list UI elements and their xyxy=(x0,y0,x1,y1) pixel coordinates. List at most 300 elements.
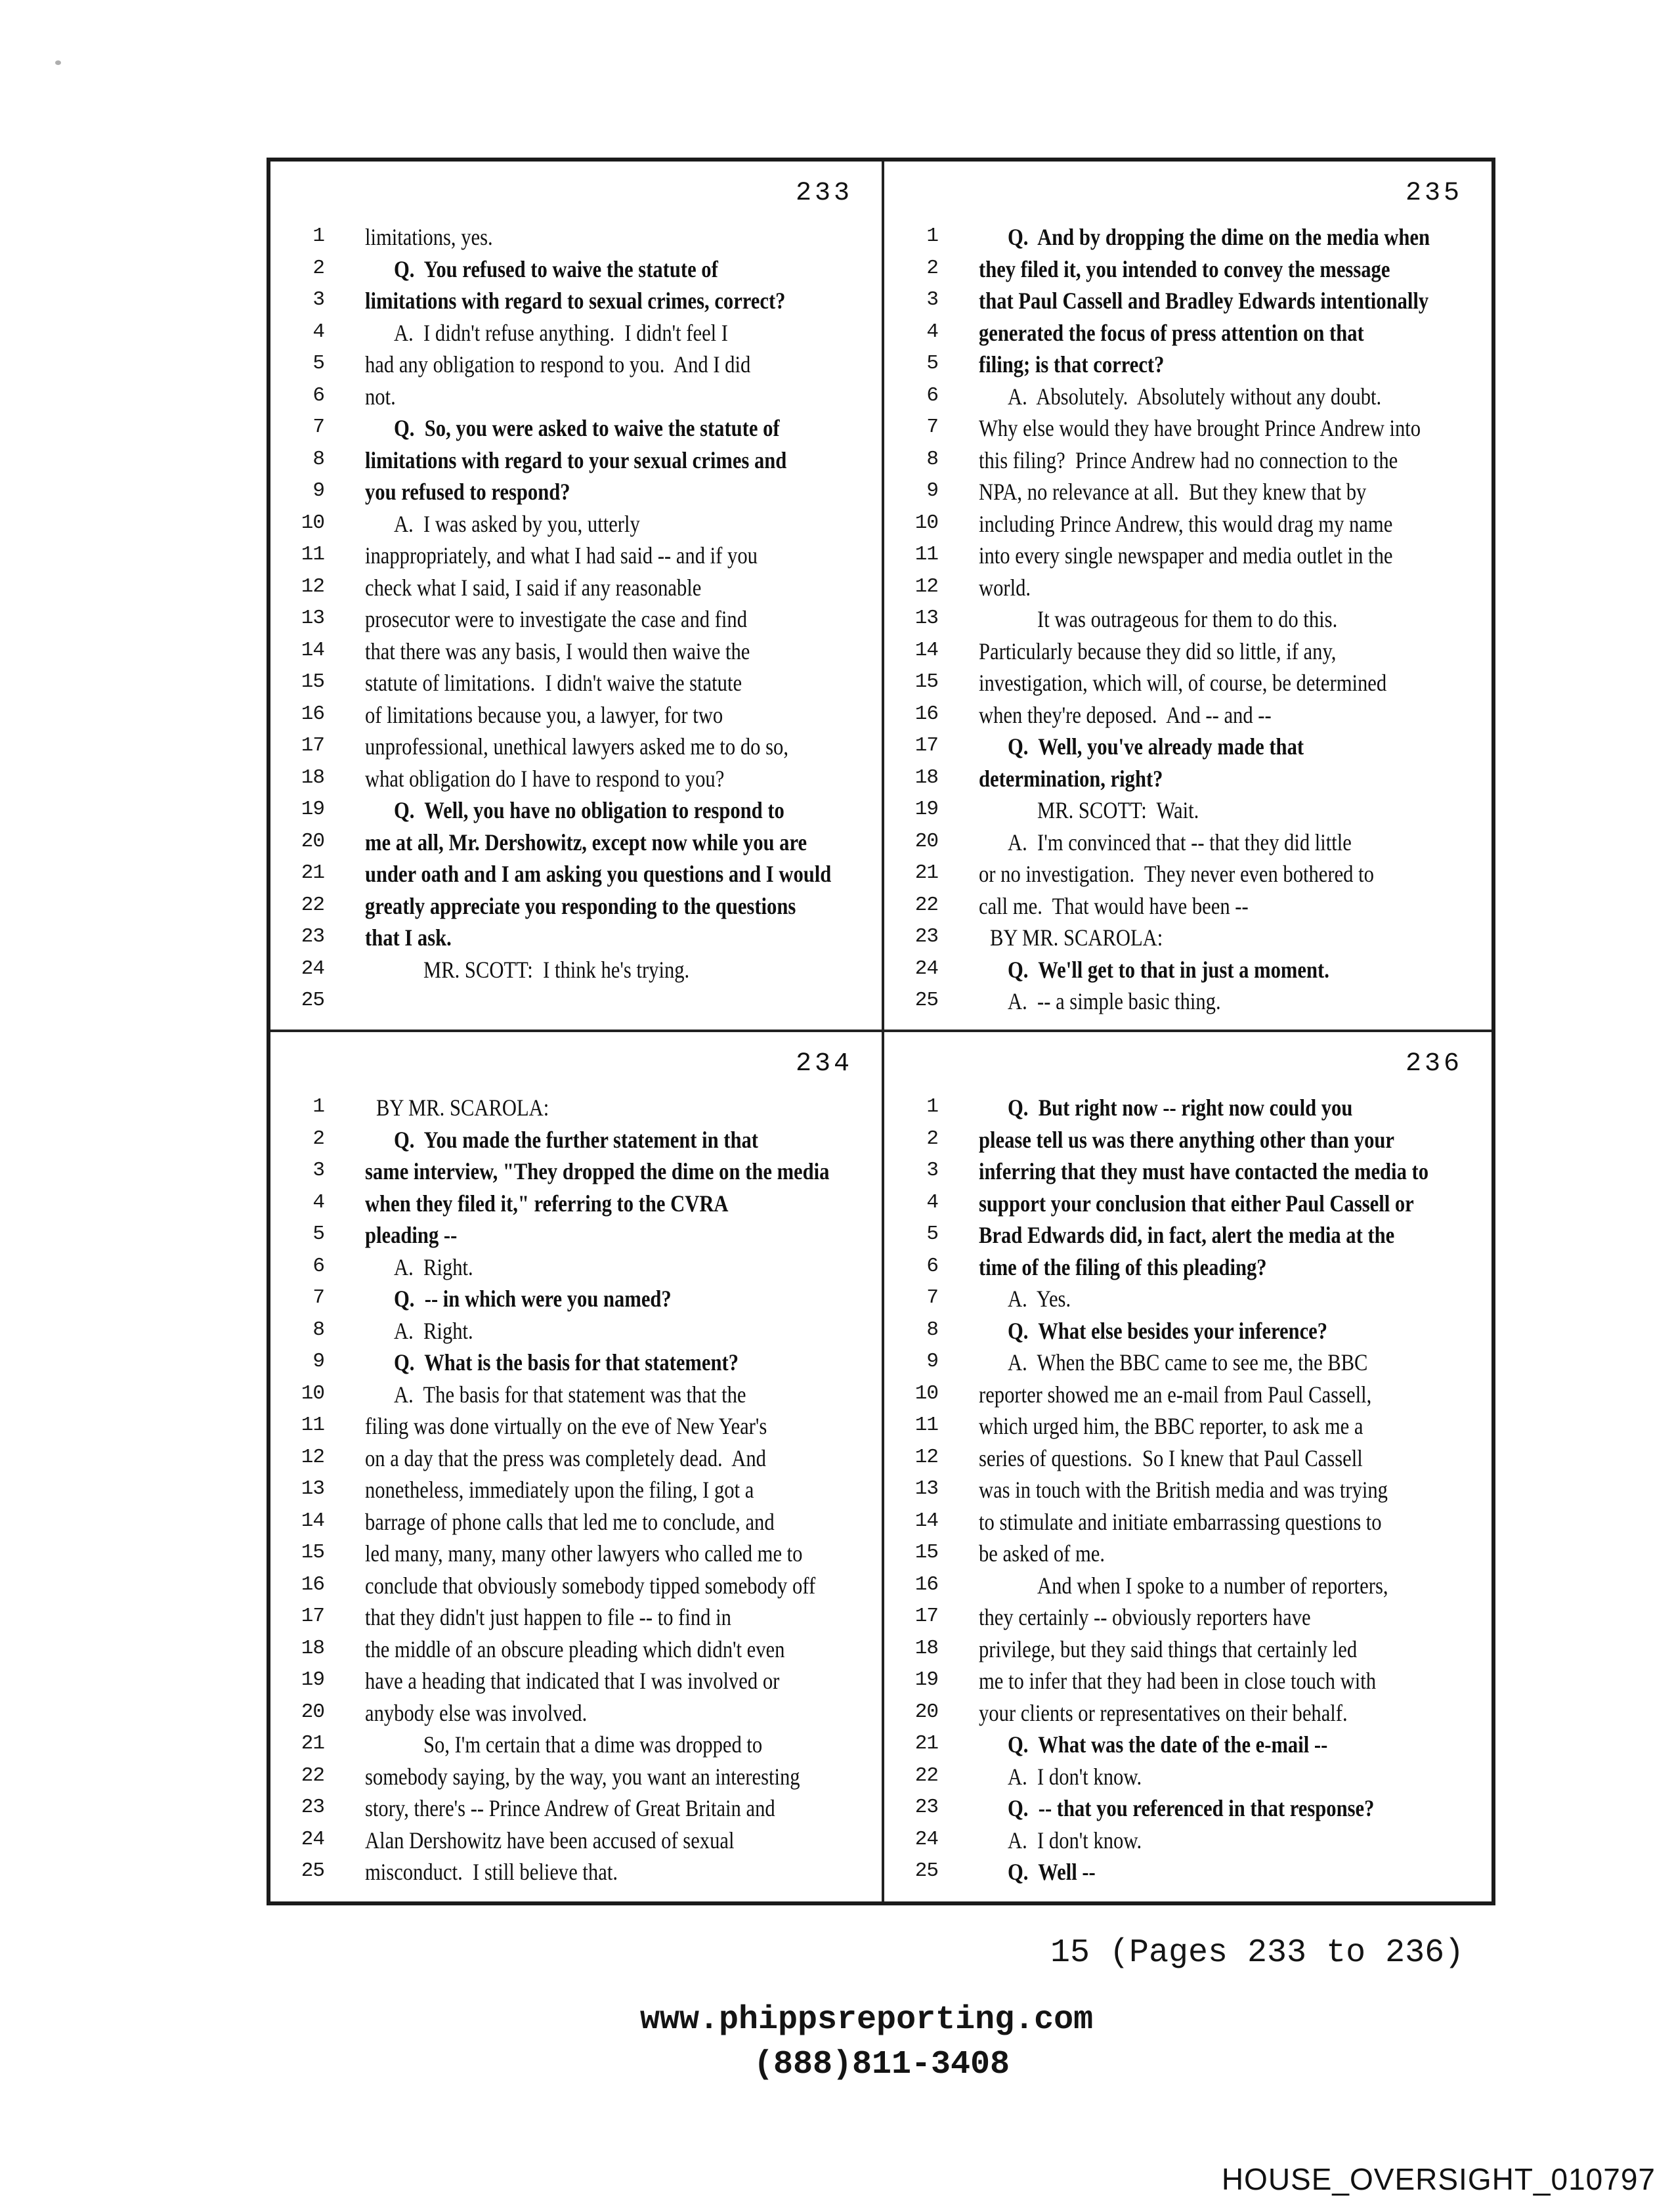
transcript-line xyxy=(270,573,882,605)
line-text: A. I don't know. xyxy=(1008,1827,1142,1854)
footer-phone: (888)811-3408 xyxy=(754,2046,1010,2083)
transcript-line xyxy=(270,700,882,732)
line-text: Q. So, you were asked to waive the statute of xyxy=(394,415,780,441)
line-text: somebody saying, by the way, you want an interesting xyxy=(365,1763,800,1790)
line-text: conclude that obviously somebody tipped somebody off xyxy=(365,1572,816,1599)
line-text: And when I spoke to a number of reporters, xyxy=(1037,1572,1388,1599)
transcript-line xyxy=(884,1316,1492,1348)
line-text: statute of limitations. I didn't waive the statute xyxy=(365,670,742,696)
line-number: 1 xyxy=(926,1095,938,1118)
transcript-line xyxy=(270,318,882,350)
line-number: 4 xyxy=(926,1190,938,1214)
transcript-line xyxy=(270,1538,882,1571)
line-text: NPA, no relevance at all. But they knew that by xyxy=(979,479,1367,505)
line-text: me to infer that they had been in close touch with xyxy=(979,1668,1377,1694)
transcript-line xyxy=(270,286,882,318)
line-number: 5 xyxy=(312,1223,324,1246)
line-number: 25 xyxy=(301,1859,324,1882)
transcript-line xyxy=(884,1220,1492,1252)
transcript-line xyxy=(884,1729,1492,1762)
line-number: 14 xyxy=(914,1509,938,1532)
line-number: 6 xyxy=(312,383,324,407)
line-text: led many, many, many other lawyers who called me to xyxy=(365,1540,803,1567)
line-number: 5 xyxy=(312,352,324,375)
line-number: 13 xyxy=(914,1477,938,1500)
line-number: 14 xyxy=(914,638,938,662)
transcript-line xyxy=(884,254,1492,286)
line-number: 19 xyxy=(301,798,324,821)
transcript-line xyxy=(270,1571,882,1603)
transcript-line xyxy=(884,1538,1492,1571)
line-number: 8 xyxy=(312,1318,324,1341)
line-number: 20 xyxy=(914,1700,938,1724)
line-number: 16 xyxy=(301,1572,324,1596)
line-number: 13 xyxy=(914,607,938,630)
transcript-line xyxy=(270,636,882,668)
line-number: 11 xyxy=(914,543,938,566)
line-text: same interview, "They dropped the dime on the media xyxy=(365,1158,830,1184)
line-text: Q. You made the further statement in that xyxy=(394,1126,759,1153)
line-text: A. Yes. xyxy=(1008,1286,1071,1312)
line-text: be asked of me. xyxy=(979,1540,1105,1567)
line-number: 5 xyxy=(926,1223,938,1246)
line-number: 23 xyxy=(301,1796,324,1819)
line-number: 15 xyxy=(301,670,324,693)
transcript-line xyxy=(884,1188,1492,1221)
transcript-line xyxy=(270,955,882,987)
transcript-line xyxy=(884,1347,1492,1379)
transcript-line xyxy=(884,349,1492,381)
line-text: BY MR. SCAROLA: xyxy=(376,1095,549,1121)
line-text: limitations with regard to your sexual crimes and xyxy=(365,446,787,473)
transcript-line xyxy=(884,1475,1492,1507)
line-text: call me. That would have been -- xyxy=(979,892,1249,919)
line-number: 22 xyxy=(301,893,324,917)
line-text: into every single newspaper and media outlet in the xyxy=(979,542,1393,569)
line-number: 6 xyxy=(926,383,938,407)
line-number: 7 xyxy=(926,416,938,439)
line-text: generated the focus of press attention on that xyxy=(979,319,1364,346)
line-text: A. When the BBC came to see me, the BBC xyxy=(1008,1349,1368,1376)
line-number: 11 xyxy=(301,1414,324,1437)
line-number: 21 xyxy=(301,861,324,884)
line-number: 15 xyxy=(914,1541,938,1564)
line-number: 9 xyxy=(312,479,324,502)
line-text: you refused to respond? xyxy=(365,479,570,505)
transcript-line xyxy=(270,1156,882,1188)
transcript-line xyxy=(884,540,1492,573)
transcript-line xyxy=(270,1284,882,1316)
line-number: 21 xyxy=(301,1732,324,1755)
transcript-line xyxy=(270,445,882,477)
line-text: when they're deposed. And -- and -- xyxy=(979,701,1272,728)
line-number: 10 xyxy=(914,511,938,534)
line-number: 2 xyxy=(926,1127,938,1150)
line-text: investigation, which will, of course, be determined xyxy=(979,670,1387,696)
line-number: 20 xyxy=(914,829,938,853)
line-number: 15 xyxy=(301,1541,324,1564)
transcript-line xyxy=(270,1379,882,1412)
line-text: MR. SCOTT: I think he's trying. xyxy=(423,956,690,983)
line-text: So, I'm certain that a dime was dropped to xyxy=(423,1731,763,1758)
line-number: 10 xyxy=(301,511,324,534)
line-number: 19 xyxy=(914,1668,938,1691)
line-text: A. Right. xyxy=(394,1253,473,1280)
transcript-line xyxy=(884,1698,1492,1730)
line-text: Q. What was the date of the e-mail -- xyxy=(1008,1731,1328,1758)
line-number: 5 xyxy=(926,352,938,375)
line-text: limitations with regard to sexual crimes, correct? xyxy=(365,288,786,314)
transcript-line xyxy=(884,1507,1492,1539)
line-number: 25 xyxy=(914,1859,938,1882)
line-number: 2 xyxy=(312,256,324,280)
page-number: 235 xyxy=(1405,179,1463,208)
line-text: A. I don't know. xyxy=(1008,1763,1142,1790)
line-text: your clients or representatives on their behalf. xyxy=(979,1699,1348,1726)
line-text: A. The basis for that statement was that the xyxy=(394,1381,746,1408)
line-number: 4 xyxy=(312,320,324,343)
line-text: greatly appreciate you responding to the questions xyxy=(365,892,796,919)
transcript-line xyxy=(270,1857,882,1889)
transcript-line xyxy=(270,986,882,1018)
transcript-lines xyxy=(270,1032,882,1901)
line-number: 18 xyxy=(914,1636,938,1660)
transcript-line xyxy=(884,1125,1492,1157)
transcript-line xyxy=(884,1857,1492,1889)
transcript-line xyxy=(270,1252,882,1284)
line-number: 10 xyxy=(914,1381,938,1405)
line-text: which urged him, the BBC reporter, to ask me a xyxy=(979,1413,1363,1439)
transcript-page-235 xyxy=(884,162,1492,1030)
transcript-line xyxy=(270,222,882,254)
line-text: reporter showed me an e-mail from Paul Cassell, xyxy=(979,1381,1372,1408)
line-text: unprofessional, unethical lawyers asked me to do so, xyxy=(365,733,788,760)
line-number: 12 xyxy=(301,575,324,598)
transcript-line xyxy=(884,318,1492,350)
line-number: 17 xyxy=(914,734,938,757)
line-number: 16 xyxy=(914,702,938,726)
line-text: Q. But right now -- right now could you xyxy=(1008,1095,1353,1121)
page-number: 233 xyxy=(795,179,853,208)
footer-page-range: 15 (Pages 233 to 236) xyxy=(1050,1934,1465,1972)
line-number: 12 xyxy=(914,575,938,598)
transcript-line xyxy=(270,827,882,859)
transcript-line xyxy=(884,222,1492,254)
transcript-line xyxy=(270,764,882,796)
bates-number: HOUSE_OVERSIGHT_010797 xyxy=(1221,2162,1656,2196)
line-text: of limitations because you, a lawyer, for two xyxy=(365,701,723,728)
transcript-line xyxy=(884,1666,1492,1698)
transcript-line xyxy=(884,795,1492,827)
transcript-page-236 xyxy=(884,1032,1492,1901)
line-text: Q. What is the basis for that statement? xyxy=(394,1349,739,1376)
page-number: 236 xyxy=(1405,1049,1463,1079)
line-number: 7 xyxy=(312,416,324,439)
line-text: Q. Well, you have no obligation to respond to xyxy=(394,797,784,823)
page-number: 234 xyxy=(795,1049,853,1079)
transcript-line xyxy=(884,381,1492,414)
transcript-lines xyxy=(884,162,1492,1030)
line-number: 7 xyxy=(926,1286,938,1309)
line-number: 11 xyxy=(301,543,324,566)
line-text: misconduct. I still believe that. xyxy=(365,1859,618,1885)
line-number: 7 xyxy=(312,1286,324,1309)
transcript-line xyxy=(884,573,1492,605)
line-number: 17 xyxy=(914,1605,938,1628)
line-text: privilege, but they said things that certainly led xyxy=(979,1636,1358,1662)
line-text: the middle of an obscure pleading which didn't even xyxy=(365,1636,785,1662)
transcript-line xyxy=(270,540,882,573)
line-number: 19 xyxy=(914,798,938,821)
line-text: BY MR. SCAROLA: xyxy=(990,924,1163,951)
transcript-page-234 xyxy=(270,1032,882,1901)
line-number: 24 xyxy=(301,957,324,980)
scan-artifact-dot xyxy=(55,60,61,65)
transcript-line xyxy=(270,1666,882,1698)
line-text: check what I said, I said if any reasonable xyxy=(365,574,702,601)
line-text: was in touch with the British media and was trying xyxy=(979,1477,1388,1503)
line-text: that there was any basis, I would then waive the xyxy=(365,638,750,664)
line-text: on a day that the press was completely dead. And xyxy=(365,1444,766,1471)
transcript-line xyxy=(884,1156,1492,1188)
transcript-lines xyxy=(270,162,882,1030)
line-text: A. Absolutely. Absolutely without any doubt. xyxy=(1008,383,1382,410)
line-number: 13 xyxy=(301,607,324,630)
transcript-line xyxy=(884,413,1492,445)
transcript-line xyxy=(270,1507,882,1539)
line-number: 24 xyxy=(914,1827,938,1851)
transcript-line xyxy=(884,955,1492,987)
line-text: A. I didn't refuse anything. I didn't feel I xyxy=(394,319,729,346)
transcript-line xyxy=(884,668,1492,700)
line-text: prosecutor were to investigate the case and find xyxy=(365,606,748,632)
line-number: 25 xyxy=(914,989,938,1012)
line-text: A. Right. xyxy=(394,1317,473,1344)
transcript-line xyxy=(270,1411,882,1443)
line-number: 18 xyxy=(301,766,324,789)
transcript-line xyxy=(270,859,882,891)
transcript-line xyxy=(884,445,1492,477)
line-number: 22 xyxy=(301,1764,324,1787)
line-text: under oath and I am asking you questions and I would xyxy=(365,861,832,887)
line-number: 9 xyxy=(312,1350,324,1373)
transcript-line xyxy=(270,795,882,827)
line-text: time of the filing of this pleading? xyxy=(979,1253,1267,1280)
line-number: 12 xyxy=(301,1445,324,1469)
line-number: 6 xyxy=(312,1254,324,1278)
transcript-line xyxy=(270,731,882,764)
transcript-line xyxy=(884,509,1492,541)
line-number: 22 xyxy=(914,893,938,917)
line-text: Q. We'll get to that in just a moment. xyxy=(1008,956,1329,983)
line-text: A. I'm convinced that -- that they did little xyxy=(1008,829,1352,856)
transcript-line xyxy=(884,1443,1492,1475)
line-number: 8 xyxy=(926,447,938,471)
line-number: 1 xyxy=(312,225,324,248)
line-number: 22 xyxy=(914,1764,938,1787)
transcript-line xyxy=(884,1284,1492,1316)
transcript-line xyxy=(270,1762,882,1794)
line-number: 11 xyxy=(914,1414,938,1437)
transcript-line xyxy=(270,477,882,509)
line-number: 8 xyxy=(312,447,324,471)
transcript-line xyxy=(270,1698,882,1730)
transcript-line xyxy=(884,477,1492,509)
transcript-line xyxy=(270,1220,882,1252)
transcript-line xyxy=(270,1443,882,1475)
line-number: 23 xyxy=(301,925,324,948)
transcript-line xyxy=(884,1634,1492,1666)
transcript-line xyxy=(270,381,882,414)
transcript-line xyxy=(884,286,1492,318)
line-number: 3 xyxy=(926,1159,938,1182)
line-text: that they didn't just happen to file -- to find in xyxy=(365,1604,731,1630)
transcript-line xyxy=(884,1762,1492,1794)
transcript-line xyxy=(270,1188,882,1221)
line-number: 23 xyxy=(914,925,938,948)
transcript-line xyxy=(270,1825,882,1857)
line-number: 8 xyxy=(926,1318,938,1341)
line-text: to stimulate and initiate embarrassing questions to xyxy=(979,1508,1382,1535)
line-text: barrage of phone calls that led me to conclude, and xyxy=(365,1508,775,1535)
line-text: Alan Dershowitz have been accused of sexual xyxy=(365,1827,735,1854)
line-text: they certainly -- obviously reporters have xyxy=(979,1604,1311,1630)
line-text: had any obligation to respond to you. And I did xyxy=(365,351,751,378)
transcript-grid xyxy=(267,158,1495,1905)
line-text: inappropriately, and what I had said -- and if you xyxy=(365,542,758,569)
line-text: pleading -- xyxy=(365,1222,458,1248)
line-number: 17 xyxy=(301,734,324,757)
transcript-line xyxy=(270,1729,882,1762)
line-text: Q. What else besides your inference? xyxy=(1008,1317,1328,1344)
line-number: 14 xyxy=(301,1509,324,1532)
footer-website: www.phippsreporting.com xyxy=(640,2001,1094,2039)
line-number: 24 xyxy=(914,957,938,980)
line-number: 9 xyxy=(926,479,938,502)
line-text: Q. -- that you referenced in that response? xyxy=(1008,1795,1375,1821)
transcript-line xyxy=(270,891,882,923)
line-text: A. I was asked by you, utterly xyxy=(394,510,640,537)
transcript-line xyxy=(884,986,1492,1018)
transcript-line xyxy=(884,1411,1492,1443)
transcript-lines xyxy=(884,1032,1492,1901)
transcript-line xyxy=(270,668,882,700)
line-text: including Prince Andrew, this would drag my name xyxy=(979,510,1393,537)
line-number: 16 xyxy=(914,1572,938,1596)
line-text: Brad Edwards did, in fact, alert the media at the xyxy=(979,1222,1395,1248)
line-text: not. xyxy=(365,383,396,410)
line-number: 2 xyxy=(312,1127,324,1150)
line-number: 4 xyxy=(926,320,938,343)
transcript-line xyxy=(270,604,882,636)
transcript-line xyxy=(884,922,1492,955)
line-text: Particularly because they did so little, if any, xyxy=(979,638,1337,664)
line-number: 21 xyxy=(914,1732,938,1755)
line-text: inferring that they must have contacted the media to xyxy=(979,1158,1429,1184)
line-text: have a heading that indicated that I was involved or xyxy=(365,1668,780,1694)
line-number: 25 xyxy=(301,989,324,1012)
transcript-line xyxy=(270,1475,882,1507)
line-number: 13 xyxy=(301,1477,324,1500)
line-number: 3 xyxy=(926,288,938,311)
line-text: what obligation do I have to respond to you? xyxy=(365,765,725,792)
line-text: A. -- a simple basic thing. xyxy=(1008,988,1221,1014)
transcript-line xyxy=(270,1093,882,1125)
line-text: Q. Well, you've already made that xyxy=(1008,733,1304,760)
line-text: nonetheless, immediately upon the filing, I got a xyxy=(365,1477,754,1503)
line-number: 18 xyxy=(914,766,938,789)
transcript-line xyxy=(270,1125,882,1157)
line-text: they filed it, you intended to convey the message xyxy=(979,255,1390,282)
transcript-line xyxy=(270,509,882,541)
line-text: when they filed it," referring to the CVRA xyxy=(365,1190,729,1217)
transcript-line xyxy=(270,254,882,286)
line-number: 21 xyxy=(914,861,938,884)
transcript-line xyxy=(270,349,882,381)
transcript-line xyxy=(884,1825,1492,1857)
line-text: that Paul Cassell and Bradley Edwards intentionally xyxy=(979,288,1429,314)
transcript-line xyxy=(884,859,1492,891)
transcript-line xyxy=(270,413,882,445)
line-number: 20 xyxy=(301,829,324,853)
transcript-line xyxy=(884,636,1492,668)
transcript-line xyxy=(884,764,1492,796)
line-number: 9 xyxy=(926,1350,938,1373)
line-text: this filing? Prince Andrew had no connection to the xyxy=(979,446,1398,473)
transcript-line xyxy=(270,1316,882,1348)
line-text: determination, right? xyxy=(979,765,1163,792)
transcript-line xyxy=(884,1379,1492,1412)
line-number: 10 xyxy=(301,1381,324,1405)
line-text: story, there's -- Prince Andrew of Great Britain and xyxy=(365,1795,775,1821)
line-number: 3 xyxy=(312,288,324,311)
line-text: or no investigation. They never even bothered to xyxy=(979,861,1374,887)
line-text: Q. Well -- xyxy=(1008,1859,1096,1885)
line-number: 23 xyxy=(914,1796,938,1819)
line-number: 18 xyxy=(301,1636,324,1660)
transcript-line xyxy=(270,1634,882,1666)
transcript-line xyxy=(884,827,1492,859)
transcript-line xyxy=(884,1093,1492,1125)
line-number: 6 xyxy=(926,1254,938,1278)
line-number: 1 xyxy=(926,225,938,248)
line-number: 3 xyxy=(312,1159,324,1182)
transcript-line xyxy=(884,731,1492,764)
line-text: Why else would they have brought Prince Andrew into xyxy=(979,415,1421,441)
transcript-line xyxy=(270,1602,882,1634)
line-text: please tell us was there anything other than your xyxy=(979,1126,1394,1153)
transcript-line xyxy=(884,700,1492,732)
transcript-page-233 xyxy=(270,162,882,1030)
line-number: 14 xyxy=(301,638,324,662)
line-text: anybody else was involved. xyxy=(365,1699,588,1726)
line-text: series of questions. So I knew that Paul Cassell xyxy=(979,1444,1363,1471)
line-text: filing; is that correct? xyxy=(979,351,1165,378)
line-number: 4 xyxy=(312,1190,324,1214)
line-number: 20 xyxy=(301,1700,324,1724)
transcript-line xyxy=(884,1252,1492,1284)
line-number: 16 xyxy=(301,702,324,726)
line-number: 24 xyxy=(301,1827,324,1851)
line-text: filing was done virtually on the eve of New Year's xyxy=(365,1413,767,1439)
transcript-line xyxy=(884,1793,1492,1825)
line-text: world. xyxy=(979,574,1031,601)
line-text: support your conclusion that either Paul Cassell or xyxy=(979,1190,1414,1217)
line-number: 19 xyxy=(301,1668,324,1691)
line-number: 17 xyxy=(301,1605,324,1628)
line-text: Q. You refused to waive the statute of xyxy=(394,255,718,282)
line-text: me at all, Mr. Dershowitz, except now while you are xyxy=(365,829,807,856)
